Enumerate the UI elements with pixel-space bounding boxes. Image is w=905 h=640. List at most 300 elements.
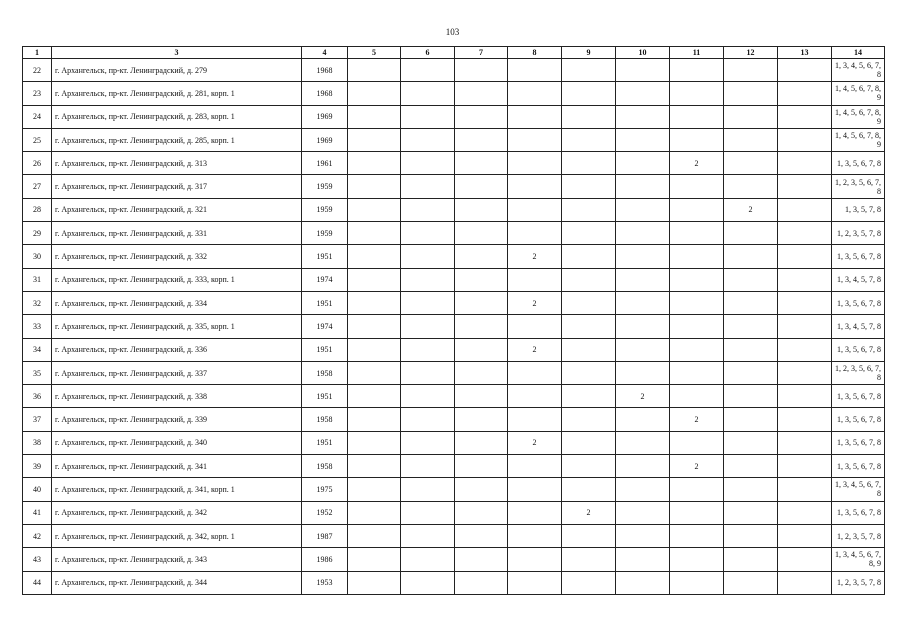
col-5-cell	[348, 338, 401, 361]
col-13-cell	[778, 82, 832, 105]
col-8-cell	[508, 385, 562, 408]
col-6-cell	[401, 385, 455, 408]
col-6-cell	[401, 82, 455, 105]
col-9-cell	[562, 268, 616, 291]
table-row	[23, 175, 885, 198]
col-11-cell	[670, 571, 724, 594]
notes-cell: 1, 3, 5, 6, 7, 8	[832, 245, 885, 268]
col-7-cell	[455, 245, 508, 268]
col-11-cell	[670, 291, 724, 314]
col-9-cell	[562, 198, 616, 221]
notes-cell: 1, 4, 5, 6, 7, 8, 9	[832, 105, 885, 128]
row-number-cell: 27	[23, 175, 52, 198]
col-10-cell	[616, 82, 670, 105]
year-cell: 1987	[302, 524, 348, 547]
col-5-cell	[348, 82, 401, 105]
col-9-cell	[562, 245, 616, 268]
col-12-cell	[724, 175, 778, 198]
table-row	[23, 128, 885, 151]
col-13-cell	[778, 315, 832, 338]
table-row	[23, 338, 885, 361]
col-13-cell	[778, 338, 832, 361]
col-6-cell	[401, 524, 455, 547]
col-10-cell	[616, 175, 670, 198]
col-5-cell	[348, 152, 401, 175]
column-header: 3	[52, 47, 302, 59]
col-10-cell	[616, 548, 670, 571]
year-cell: 1951	[302, 431, 348, 454]
col-12-cell	[724, 152, 778, 175]
column-header: 1	[23, 47, 52, 59]
col-5-cell	[348, 291, 401, 314]
col-11-cell	[670, 222, 724, 245]
column-header: 6	[401, 47, 455, 59]
col-10-cell: 2	[616, 385, 670, 408]
col-13-cell	[778, 478, 832, 501]
col-7-cell	[455, 128, 508, 151]
col-12-cell	[724, 524, 778, 547]
column-header: 14	[832, 47, 885, 59]
column-header: 7	[455, 47, 508, 59]
col-6-cell	[401, 431, 455, 454]
col-9-cell	[562, 59, 616, 82]
col-6-cell	[401, 105, 455, 128]
col-10-cell	[616, 315, 670, 338]
col-8-cell	[508, 175, 562, 198]
col-5-cell	[348, 361, 401, 384]
col-6-cell	[401, 268, 455, 291]
col-13-cell	[778, 105, 832, 128]
address-cell: г. Архангельск, пр-кт. Ленинградский, д. 336	[52, 338, 302, 361]
col-8-cell	[508, 408, 562, 431]
col-6-cell	[401, 501, 455, 524]
col-12-cell	[724, 455, 778, 478]
col-11-cell	[670, 478, 724, 501]
notes-cell: 1, 2, 3, 5, 7, 8	[832, 524, 885, 547]
col-12-cell	[724, 222, 778, 245]
page-number: 103	[445, 27, 460, 37]
col-9-cell	[562, 175, 616, 198]
table-row	[23, 198, 885, 221]
col-9-cell	[562, 571, 616, 594]
col-11-cell	[670, 82, 724, 105]
year-cell: 1958	[302, 361, 348, 384]
col-12-cell	[724, 291, 778, 314]
address-cell: г. Архангельск, пр-кт. Ленинградский, д. 279	[52, 59, 302, 82]
col-9-cell	[562, 455, 616, 478]
col-10-cell	[616, 338, 670, 361]
row-number-cell: 31	[23, 268, 52, 291]
col-10-cell	[616, 152, 670, 175]
col-13-cell	[778, 128, 832, 151]
row-number-cell: 32	[23, 291, 52, 314]
table-body	[23, 59, 885, 595]
col-9-cell: 2	[562, 501, 616, 524]
year-cell: 1969	[302, 105, 348, 128]
address-cell: г. Архангельск, пр-кт. Ленинградский, д. 338	[52, 385, 302, 408]
col-5-cell	[348, 222, 401, 245]
col-8-cell	[508, 198, 562, 221]
header-row	[23, 47, 885, 59]
col-10-cell	[616, 59, 670, 82]
col-9-cell	[562, 315, 616, 338]
row-number-cell: 38	[23, 431, 52, 454]
col-8-cell	[508, 152, 562, 175]
row-number-cell: 28	[23, 198, 52, 221]
col-13-cell	[778, 222, 832, 245]
col-12-cell	[724, 501, 778, 524]
year-cell: 1974	[302, 315, 348, 338]
address-cell: г. Архангельск, пр-кт. Ленинградский, д. 343	[52, 548, 302, 571]
col-10-cell	[616, 105, 670, 128]
col-9-cell	[562, 291, 616, 314]
row-number-cell: 44	[23, 571, 52, 594]
col-12-cell	[724, 338, 778, 361]
col-10-cell	[616, 361, 670, 384]
col-8-cell: 2	[508, 431, 562, 454]
row-number-cell: 29	[23, 222, 52, 245]
col-7-cell	[455, 82, 508, 105]
address-cell: г. Архангельск, пр-кт. Ленинградский, д. 333, корп. 1	[52, 268, 302, 291]
col-5-cell	[348, 501, 401, 524]
col-12-cell	[724, 478, 778, 501]
col-7-cell	[455, 408, 508, 431]
notes-cell: 1, 2, 3, 5, 6, 7, 8	[832, 175, 885, 198]
col-12-cell	[724, 571, 778, 594]
year-cell: 1959	[302, 175, 348, 198]
col-6-cell	[401, 478, 455, 501]
col-11-cell	[670, 198, 724, 221]
row-number-cell: 36	[23, 385, 52, 408]
col-9-cell	[562, 82, 616, 105]
notes-cell: 1, 4, 5, 6, 7, 8, 9	[832, 82, 885, 105]
notes-cell: 1, 3, 5, 6, 7, 8	[832, 152, 885, 175]
table-row	[23, 385, 885, 408]
col-11-cell	[670, 245, 724, 268]
col-13-cell	[778, 455, 832, 478]
address-cell: г. Архангельск, пр-кт. Ленинградский, д. 281, корп. 1	[52, 82, 302, 105]
col-10-cell	[616, 408, 670, 431]
notes-cell: 1, 3, 4, 5, 6, 7, 8	[832, 59, 885, 82]
col-5-cell	[348, 315, 401, 338]
col-9-cell	[562, 105, 616, 128]
table-row	[23, 245, 885, 268]
col-10-cell	[616, 524, 670, 547]
year-cell: 1959	[302, 222, 348, 245]
col-12-cell	[724, 361, 778, 384]
col-12-cell	[724, 385, 778, 408]
col-7-cell	[455, 222, 508, 245]
col-8-cell	[508, 548, 562, 571]
year-cell: 1959	[302, 198, 348, 221]
notes-cell: 1, 3, 5, 6, 7, 8	[832, 291, 885, 314]
notes-cell: 1, 3, 5, 6, 7, 8	[832, 385, 885, 408]
table-row	[23, 501, 885, 524]
col-6-cell	[401, 175, 455, 198]
col-10-cell	[616, 431, 670, 454]
col-10-cell	[616, 128, 670, 151]
year-cell: 1968	[302, 82, 348, 105]
col-13-cell	[778, 361, 832, 384]
year-cell: 1986	[302, 548, 348, 571]
col-13-cell	[778, 175, 832, 198]
col-6-cell	[401, 548, 455, 571]
notes-cell: 1, 3, 4, 5, 7, 8	[832, 268, 885, 291]
year-cell: 1958	[302, 408, 348, 431]
col-13-cell	[778, 291, 832, 314]
col-12-cell	[724, 128, 778, 151]
col-13-cell	[778, 245, 832, 268]
col-7-cell	[455, 455, 508, 478]
col-6-cell	[401, 338, 455, 361]
col-7-cell	[455, 198, 508, 221]
housing-table	[22, 46, 885, 595]
year-cell: 1958	[302, 455, 348, 478]
year-cell: 1951	[302, 385, 348, 408]
table-row	[23, 222, 885, 245]
column-header: 10	[616, 47, 670, 59]
col-7-cell	[455, 291, 508, 314]
col-11-cell	[670, 385, 724, 408]
year-cell: 1951	[302, 338, 348, 361]
address-cell: г. Архангельск, пр-кт. Ленинградский, д. 317	[52, 175, 302, 198]
address-cell: г. Архангельск, пр-кт. Ленинградский, д. 335, корп. 1	[52, 315, 302, 338]
col-11-cell	[670, 315, 724, 338]
col-8-cell	[508, 59, 562, 82]
col-8-cell	[508, 501, 562, 524]
col-8-cell	[508, 524, 562, 547]
notes-cell: 1, 3, 5, 6, 7, 8	[832, 431, 885, 454]
col-6-cell	[401, 222, 455, 245]
col-11-cell	[670, 361, 724, 384]
col-12-cell	[724, 82, 778, 105]
col-5-cell	[348, 128, 401, 151]
row-number-cell: 23	[23, 82, 52, 105]
col-12-cell	[724, 431, 778, 454]
column-header: 9	[562, 47, 616, 59]
col-8-cell	[508, 82, 562, 105]
table-row	[23, 82, 885, 105]
col-7-cell	[455, 152, 508, 175]
col-13-cell	[778, 431, 832, 454]
col-5-cell	[348, 478, 401, 501]
col-9-cell	[562, 222, 616, 245]
col-12-cell	[724, 408, 778, 431]
col-5-cell	[348, 571, 401, 594]
col-8-cell	[508, 455, 562, 478]
col-11-cell	[670, 548, 724, 571]
year-cell: 1974	[302, 268, 348, 291]
col-12-cell: 2	[724, 198, 778, 221]
address-cell: г. Архангельск, пр-кт. Ленинградский, д. 321	[52, 198, 302, 221]
col-9-cell	[562, 385, 616, 408]
year-cell: 1951	[302, 291, 348, 314]
col-5-cell	[348, 408, 401, 431]
col-10-cell	[616, 222, 670, 245]
address-cell: г. Архангельск, пр-кт. Ленинградский, д. 340	[52, 431, 302, 454]
col-9-cell	[562, 524, 616, 547]
col-5-cell	[348, 524, 401, 547]
notes-cell: 1, 3, 4, 5, 6, 7, 8, 9	[832, 548, 885, 571]
year-cell: 1953	[302, 571, 348, 594]
col-11-cell: 2	[670, 455, 724, 478]
col-9-cell	[562, 408, 616, 431]
col-7-cell	[455, 175, 508, 198]
row-number-cell: 42	[23, 524, 52, 547]
table-row	[23, 152, 885, 175]
col-9-cell	[562, 128, 616, 151]
col-13-cell	[778, 152, 832, 175]
col-13-cell	[778, 408, 832, 431]
table-row	[23, 455, 885, 478]
col-9-cell	[562, 338, 616, 361]
col-7-cell	[455, 315, 508, 338]
col-11-cell	[670, 501, 724, 524]
address-cell: г. Архангельск, пр-кт. Ленинградский, д. 332	[52, 245, 302, 268]
table-row	[23, 571, 885, 594]
row-number-cell: 22	[23, 59, 52, 82]
column-header: 8	[508, 47, 562, 59]
year-cell: 1975	[302, 478, 348, 501]
col-7-cell	[455, 268, 508, 291]
col-11-cell	[670, 175, 724, 198]
col-7-cell	[455, 361, 508, 384]
address-cell: г. Архангельск, пр-кт. Ленинградский, д. 344	[52, 571, 302, 594]
row-number-cell: 41	[23, 501, 52, 524]
col-10-cell	[616, 268, 670, 291]
row-number-cell: 39	[23, 455, 52, 478]
year-cell: 1951	[302, 245, 348, 268]
notes-cell: 1, 3, 4, 5, 7, 8	[832, 315, 885, 338]
col-11-cell	[670, 268, 724, 291]
table-row	[23, 268, 885, 291]
col-6-cell	[401, 291, 455, 314]
col-8-cell: 2	[508, 291, 562, 314]
col-11-cell	[670, 59, 724, 82]
row-number-cell: 24	[23, 105, 52, 128]
col-13-cell	[778, 501, 832, 524]
col-9-cell	[562, 431, 616, 454]
year-cell: 1952	[302, 501, 348, 524]
col-6-cell	[401, 128, 455, 151]
col-13-cell	[778, 59, 832, 82]
year-cell: 1968	[302, 59, 348, 82]
col-7-cell	[455, 501, 508, 524]
col-7-cell	[455, 478, 508, 501]
col-10-cell	[616, 245, 670, 268]
col-5-cell	[348, 431, 401, 454]
col-6-cell	[401, 198, 455, 221]
col-5-cell	[348, 268, 401, 291]
col-5-cell	[348, 198, 401, 221]
col-13-cell	[778, 198, 832, 221]
col-5-cell	[348, 105, 401, 128]
col-5-cell	[348, 59, 401, 82]
col-8-cell	[508, 571, 562, 594]
table-row	[23, 431, 885, 454]
col-7-cell	[455, 59, 508, 82]
col-5-cell	[348, 245, 401, 268]
col-5-cell	[348, 175, 401, 198]
table-row	[23, 291, 885, 314]
notes-cell: 1, 4, 5, 6, 7, 8, 9	[832, 128, 885, 151]
col-8-cell	[508, 268, 562, 291]
col-12-cell	[724, 245, 778, 268]
col-12-cell	[724, 548, 778, 571]
table-row	[23, 548, 885, 571]
col-8-cell	[508, 315, 562, 338]
col-6-cell	[401, 152, 455, 175]
col-12-cell	[724, 315, 778, 338]
col-8-cell	[508, 128, 562, 151]
col-6-cell	[401, 455, 455, 478]
col-12-cell	[724, 268, 778, 291]
row-number-cell: 26	[23, 152, 52, 175]
notes-cell: 1, 3, 5, 6, 7, 8	[832, 338, 885, 361]
table-row	[23, 478, 885, 501]
address-cell: г. Архангельск, пр-кт. Ленинградский, д. 337	[52, 361, 302, 384]
address-cell: г. Архангельск, пр-кт. Ленинградский, д. 313	[52, 152, 302, 175]
row-number-cell: 34	[23, 338, 52, 361]
year-cell: 1961	[302, 152, 348, 175]
col-13-cell	[778, 524, 832, 547]
col-5-cell	[348, 548, 401, 571]
col-7-cell	[455, 338, 508, 361]
col-9-cell	[562, 361, 616, 384]
row-number-cell: 37	[23, 408, 52, 431]
col-13-cell	[778, 548, 832, 571]
column-header: 4	[302, 47, 348, 59]
address-cell: г. Архангельск, пр-кт. Ленинградский, д. 334	[52, 291, 302, 314]
col-10-cell	[616, 291, 670, 314]
col-6-cell	[401, 315, 455, 338]
col-8-cell	[508, 222, 562, 245]
row-number-cell: 43	[23, 548, 52, 571]
row-number-cell: 40	[23, 478, 52, 501]
table-row	[23, 408, 885, 431]
column-header: 13	[778, 47, 832, 59]
notes-cell: 1, 2, 3, 5, 7, 8	[832, 222, 885, 245]
col-6-cell	[401, 408, 455, 431]
address-cell: г. Архангельск, пр-кт. Ленинградский, д. 341	[52, 455, 302, 478]
col-11-cell: 2	[670, 408, 724, 431]
notes-cell: 1, 2, 3, 5, 6, 7, 8	[832, 361, 885, 384]
col-11-cell: 2	[670, 152, 724, 175]
col-8-cell	[508, 478, 562, 501]
address-cell: г. Архангельск, пр-кт. Ленинградский, д. 342	[52, 501, 302, 524]
col-8-cell: 2	[508, 245, 562, 268]
notes-cell: 1, 3, 5, 6, 7, 8	[832, 501, 885, 524]
col-6-cell	[401, 361, 455, 384]
col-5-cell	[348, 455, 401, 478]
table-row	[23, 105, 885, 128]
notes-cell: 1, 3, 5, 7, 8	[832, 198, 885, 221]
notes-cell: 1, 3, 4, 5, 6, 7, 8	[832, 478, 885, 501]
address-cell: г. Архангельск, пр-кт. Ленинградский, д. 341, корп. 1	[52, 478, 302, 501]
col-13-cell	[778, 385, 832, 408]
notes-cell: 1, 3, 5, 6, 7, 8	[832, 455, 885, 478]
address-cell: г. Архангельск, пр-кт. Ленинградский, д. 342, корп. 1	[52, 524, 302, 547]
col-7-cell	[455, 571, 508, 594]
col-9-cell	[562, 152, 616, 175]
col-11-cell	[670, 524, 724, 547]
col-11-cell	[670, 105, 724, 128]
col-11-cell	[670, 431, 724, 454]
col-7-cell	[455, 431, 508, 454]
column-header: 12	[724, 47, 778, 59]
col-8-cell: 2	[508, 338, 562, 361]
col-9-cell	[562, 548, 616, 571]
